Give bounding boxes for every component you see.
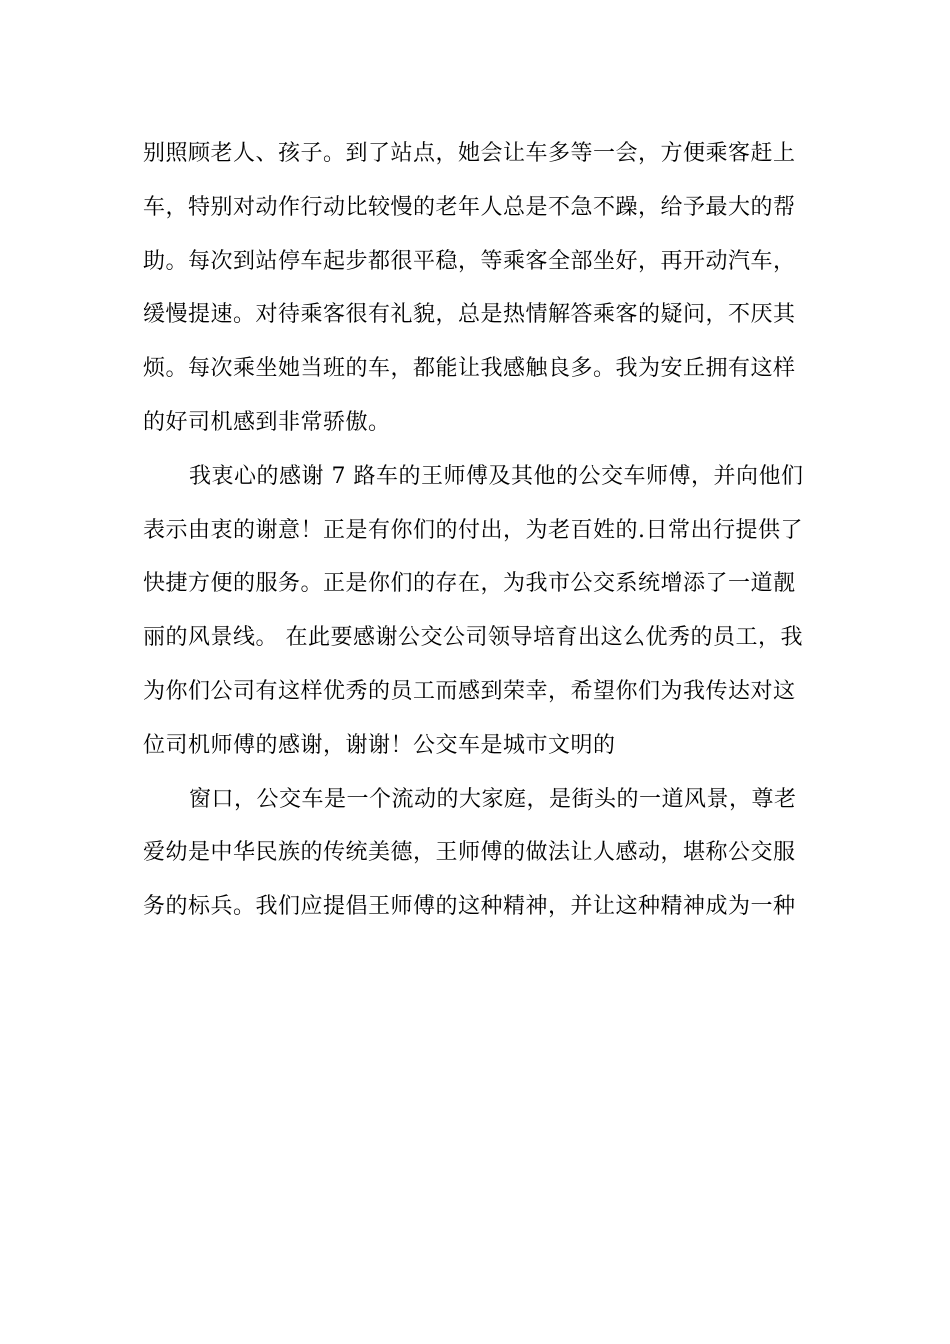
text-line: 位司机师傅的感谢，谢谢！公交车是城市文明的 [143,732,616,758]
text-line: 表示由衷的谢意！正是有你们的付出，为老百姓的.日常出行提供了 [143,517,803,543]
text-line: 的好司机感到非常骄傲。 [143,409,391,435]
text-line: 丽的风景线。 在此要感谢公交公司领导培育出这么优秀的员工，我 [143,625,803,651]
text-line: 爱幼是中华民族的传统美德，王师傅的做法让人感动，堪称公交服 [143,840,796,866]
text-line: 烦。每次乘坐她当班的车，都能让我感触良多。我为安丘拥有这样 [143,356,796,382]
text-line: 务的标兵。我们应提倡王师傅的这种精神，并让这种精神成为一种 [143,894,796,920]
text-line: 别照顾老人、孩子。到了站点，她会让车多等一会，方便乘客赶上 [143,141,796,166]
paragraph-first-line: 窗口，公交车是一个流动的大家庭，是街头的一道风景，尊老 [189,786,797,812]
text-line: 为你们公司有这样优秀的员工而感到荣幸，希望你们为我传达对这 [143,678,796,704]
text-line: 助。每次到站停车起步都很平稳，等乘客全部坐好，再开动汽车， [143,248,796,274]
body-text [143,127,813,934]
text-line: 缓慢提速。对待乘客很有礼貌，总是热情解答乘客的疑问，不厌其 [143,302,796,328]
paragraph-first-line: 我衷心的感谢 7 路车的王师傅及其他的公交车师傅，并向他们 [189,463,804,489]
text-line: 快捷方便的服务。正是你们的存在，为我市公交系统增添了一道靓 [143,571,796,597]
text-line: 车，特别对动作行动比较慢的老年人总是不急不躁，给予最大的帮 [143,194,796,220]
